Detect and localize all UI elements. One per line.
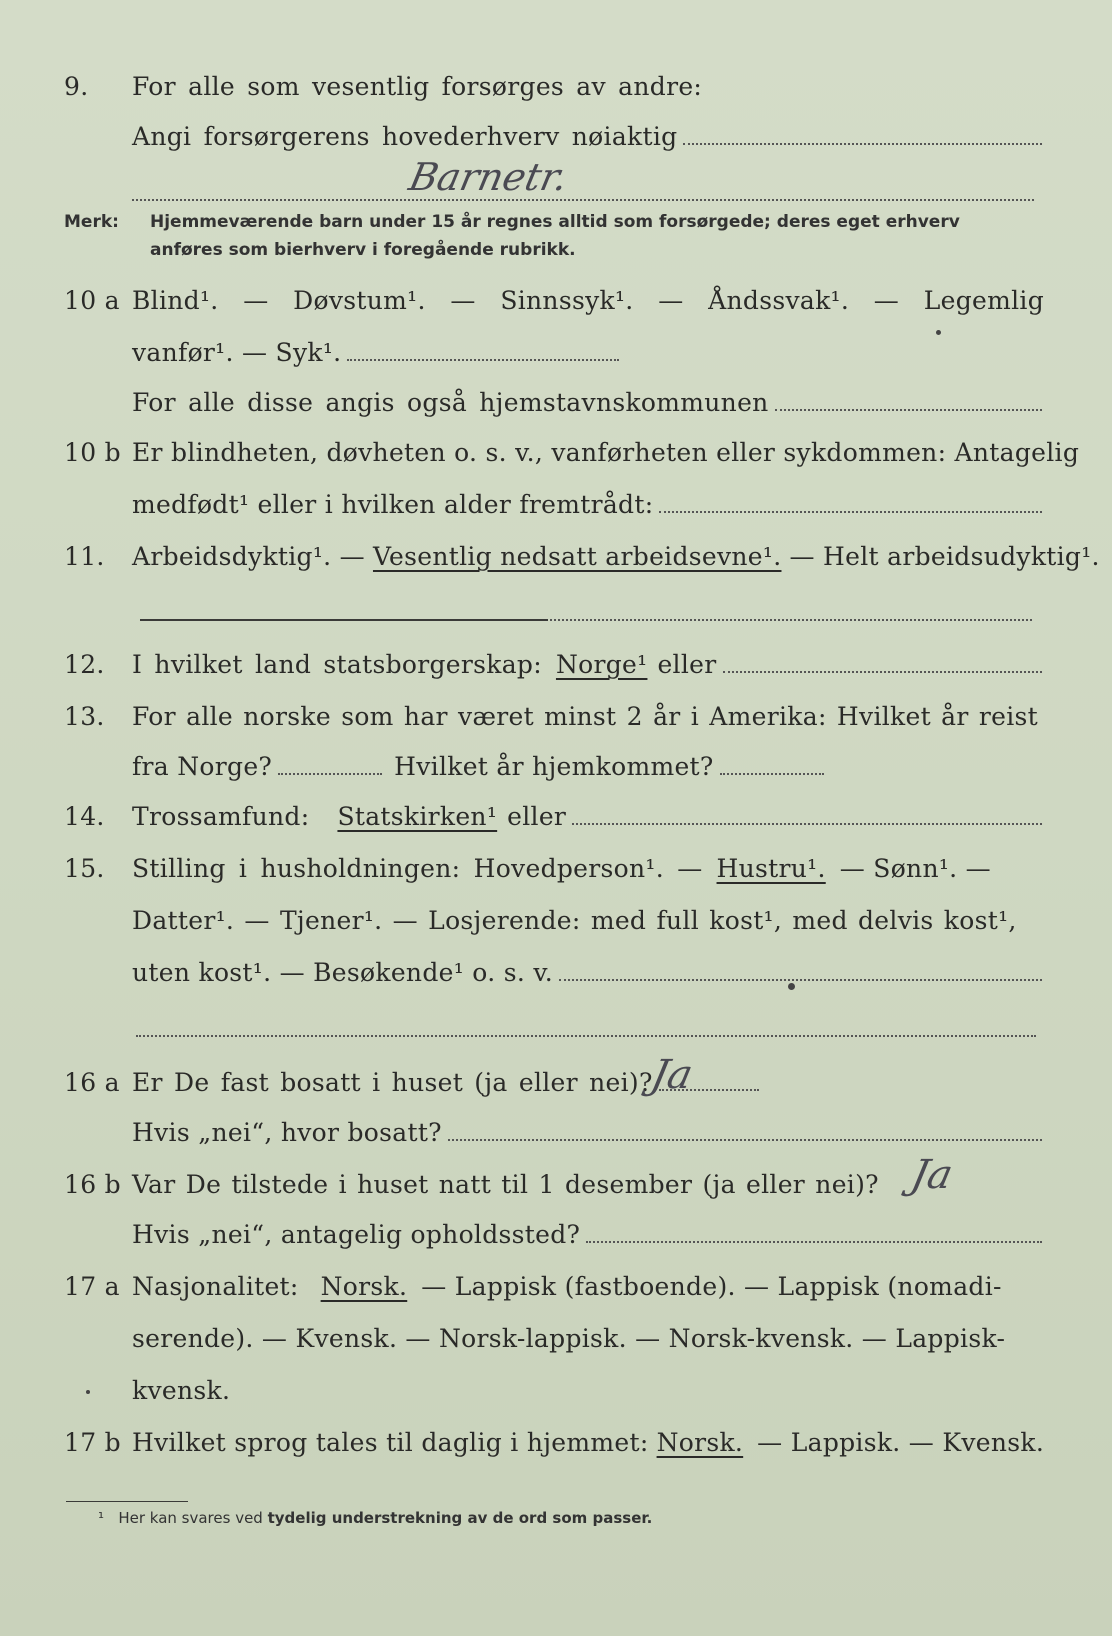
q17b-line: [64, 1428, 1044, 1457]
q10a-line1: [64, 286, 1044, 315]
q15-text: Stilling i husholdningen: Hovedperson¹. —: [132, 854, 703, 883]
q14-text: Trossamfund:: [132, 802, 310, 831]
q16b-line2: [64, 1220, 1044, 1249]
q15-sonn: — Sønn¹. —: [839, 854, 991, 883]
q17b-number: 17 b: [64, 1428, 121, 1457]
dash: —: [873, 286, 900, 315]
q9-number: 9.: [64, 72, 89, 101]
merk-label: Merk:: [64, 212, 119, 232]
q10a-answer-line[interactable]: [347, 358, 619, 361]
q12-eller: eller: [657, 650, 717, 679]
q10a-vanfor-syk: vanfør¹. — Syk¹.: [132, 338, 342, 367]
q15-number: 15.: [64, 854, 105, 883]
q17b-answer-norsk: Norsk.: [656, 1428, 744, 1457]
q10a-line2: [64, 338, 1044, 367]
q12-answer-line[interactable]: [723, 670, 1043, 673]
q14-answer-line[interactable]: [572, 822, 1042, 825]
q15-options: Datter¹. — Tjener¹. — Losjerende: med full kost¹, med delvis kost¹,: [132, 906, 1017, 935]
ink-dot: [936, 330, 941, 335]
q14-number: 14.: [64, 802, 105, 831]
q11-rule-solid: [140, 618, 548, 621]
dash: —: [450, 286, 476, 315]
q9-line2: [64, 122, 1044, 151]
merk-text1: Hjemmeværende barn under 15 år regnes alltid som forsørgede; deres eget erhverv: [150, 212, 960, 232]
q9-answer-line[interactable]: [683, 142, 1042, 145]
q10a-andssvak: Åndssvak¹.: [708, 286, 850, 315]
q10a-options: [132, 286, 1044, 315]
q10b-text: Er blindheten, døvheten o. s. v., vanførheten eller sykdommen: Antagelig: [132, 438, 1080, 467]
q12-answer-norge: Norge¹: [555, 650, 648, 679]
q16b-question: Hvis „nei“, antagelig opholdssted?: [132, 1220, 581, 1249]
q13-number: 13.: [64, 702, 105, 731]
q11-line: [64, 542, 1100, 571]
dash: —: [658, 286, 684, 315]
q15-line1: [64, 854, 1044, 883]
q17b-options: — Lappisk. — Kvensk.: [757, 1428, 1045, 1457]
q17a-options2: serende). — Kvensk. — Norsk-lappisk. — Norsk-kvensk. — Lappisk-: [132, 1324, 1006, 1353]
q17a-line3: [64, 1376, 1044, 1405]
q9-text: For alle som vesentlig forsørges av andre:: [132, 72, 703, 101]
q13-hjemkommet: Hvilket år hjemkommet?: [394, 752, 714, 781]
q15-answer-line[interactable]: [559, 978, 1042, 981]
q17a-label: Nasjonalitet:: [132, 1272, 299, 1301]
q16a-line2: [64, 1118, 1044, 1147]
ink-dot: [788, 983, 795, 990]
ink-dot: [86, 1390, 90, 1394]
q12-text: I hvilket land statsborgerskap:: [132, 650, 542, 679]
merk-line1: [64, 212, 1044, 232]
q14-eller: eller: [507, 802, 567, 831]
q16b-number: 16 b: [64, 1170, 121, 1199]
q16b-line1: [64, 1170, 1044, 1199]
q17a-line2: [64, 1324, 1044, 1353]
q14-answer-statskirken: Statskirken¹: [337, 802, 498, 831]
q11-arbeidsdyktig: Arbeidsdyktig¹. —: [132, 542, 365, 571]
q17a-options3: kvensk.: [132, 1376, 231, 1405]
q17a-answer-norsk: Norsk.: [320, 1272, 408, 1301]
q10a-number: 10 a: [64, 286, 120, 315]
q17a-line1: [64, 1272, 1044, 1301]
q10b-number: 10 b: [64, 438, 121, 467]
footnote-text2: tydelig understrekning av de ord som passer.: [267, 1509, 653, 1527]
q15-line2: [64, 906, 1044, 935]
q13-reist: fra Norge?: [132, 752, 273, 781]
q9-answer-rule: [132, 198, 1034, 201]
q10a-line3: [64, 388, 1044, 417]
q10a-sinnssyk: Sinnssyk¹.: [500, 286, 634, 315]
q10b-answer-line[interactable]: [659, 510, 1042, 513]
q10b-line2: [64, 490, 1044, 519]
q16a-question: Hvis „nei“, hvor bosatt?: [132, 1118, 442, 1147]
q16b-handwritten-answer: Ja: [907, 1152, 957, 1198]
q9-line1: [64, 72, 1044, 101]
q13-hjemkommet-line[interactable]: [720, 772, 824, 775]
q13-line1: [64, 702, 1044, 731]
q15-line3: [64, 958, 1044, 987]
q16b-text: Var De tilstede i huset natt til 1 desember (ja eller nei)?: [132, 1170, 879, 1199]
q16a-handwritten-answer: Ja: [647, 1052, 697, 1098]
q11-vesentlig-nedsatt: Vesentlig nedsatt arbeidsevne¹.: [372, 542, 782, 571]
q16a-bosatt-line[interactable]: [448, 1138, 1042, 1141]
footnote-text1: Her kan svares ved: [118, 1509, 263, 1527]
q11-rule-dotted: [550, 618, 1032, 621]
q9-question: Angi forsørgerens hovederhverv nøiaktig: [132, 122, 678, 151]
q10a-dovstum: Døvstum¹.: [293, 286, 426, 315]
q11-number: 11.: [64, 542, 105, 571]
q14-line: [64, 802, 1044, 831]
q10a-legemlig: Legemlig: [923, 286, 1044, 315]
q10b-question: medfødt¹ eller i hvilken alder fremtrådt:: [132, 490, 654, 519]
q17a-options: — Lappisk (fastboende). — Lappisk (nomadi-: [421, 1272, 1002, 1301]
q16b-opholdssted-line[interactable]: [586, 1240, 1042, 1243]
merk-text2: anføres som bierhverv i foregående rubrikk.: [150, 240, 576, 260]
q16a-line1: [64, 1068, 1044, 1097]
q10a-blind: Blind¹.: [132, 286, 219, 315]
q9-handwritten-answer: Barnetr.: [405, 155, 572, 199]
q13-reist-line[interactable]: [278, 772, 382, 775]
q10a-hjemstavn-line[interactable]: [775, 408, 1042, 411]
q12-number: 12.: [64, 650, 105, 679]
footnote-mark: ¹: [98, 1509, 105, 1527]
q15-options2: uten kost¹. — Besøkende¹ o. s. v.: [132, 958, 554, 987]
q16a-number: 16 a: [64, 1068, 120, 1097]
q13-text: For alle norske som har været minst 2 år i Amerika: Hvilket år reist: [132, 702, 1039, 731]
q13-line2: [64, 752, 1044, 781]
q17a-number: 17 a: [64, 1272, 120, 1301]
q12-line: [64, 650, 1044, 679]
q10b-line1: [64, 438, 1080, 467]
q11-helt-udyktig: — Helt arbeidsudyktig¹.: [789, 542, 1100, 571]
footnote: [98, 1509, 652, 1527]
q15-answer-hustru: Hustru¹.: [716, 854, 826, 883]
q16a-text: Er De fast bosatt i huset (ja eller nei)?: [132, 1068, 653, 1097]
footnote-rule: [66, 1500, 188, 1502]
dash: —: [243, 286, 269, 315]
q15-rule: [136, 1034, 1036, 1037]
q10a-hjemstavn: For alle disse angis også hjemstavnskommunen: [132, 388, 769, 417]
q17b-text: Hvilket sprog tales til daglig i hjemmet:: [132, 1428, 649, 1457]
